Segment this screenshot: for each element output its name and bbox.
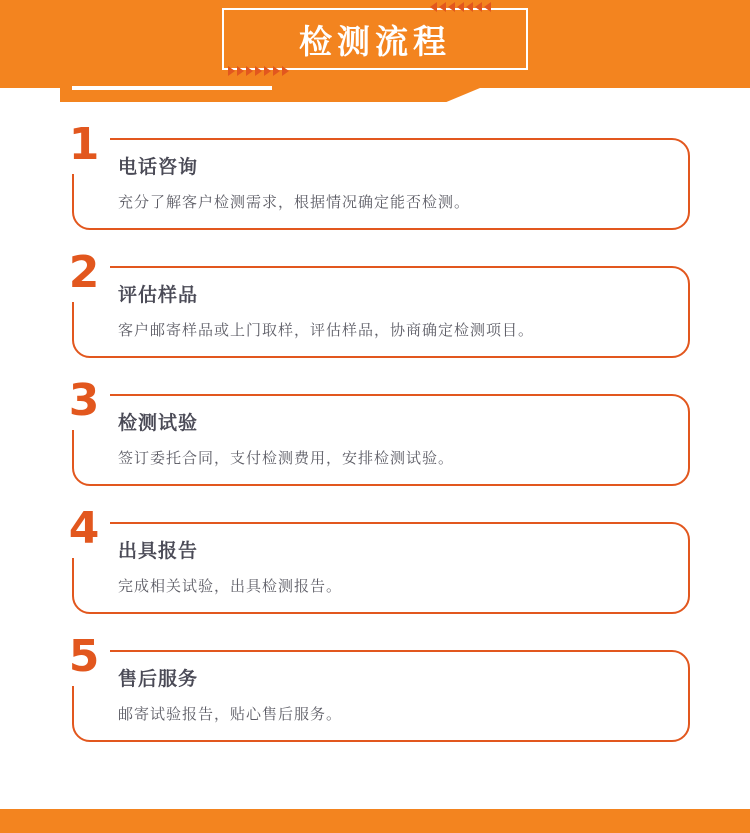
step-description: 签订委托合同，支付检测费用，安排检测试验。 [118, 449, 455, 467]
step-content [118, 408, 678, 468]
triangle-arrow-left-icon [448, 2, 455, 12]
step-description: 完成相关试验，出具检测报告。 [118, 577, 343, 595]
step-content [118, 664, 678, 724]
step-number: 3 [58, 378, 110, 430]
step-description: 邮寄试验报告，贴心售后服务。 [118, 705, 343, 723]
triangle-arrow-left-icon [457, 2, 464, 12]
triangle-arrow-left-icon [430, 2, 437, 12]
triangle-arrow-right-icon [273, 66, 280, 76]
triangle-arrow-left-icon [484, 2, 491, 12]
step-number: 5 [58, 634, 110, 686]
step-description: 客户邮寄样品或上门取样，评估样品，协商确定检测项目。 [118, 321, 535, 339]
step-content [118, 152, 678, 212]
step-item [0, 622, 750, 750]
title-decor-top [430, 2, 491, 12]
header-band-notch [60, 88, 480, 102]
title-decor-bottom [228, 66, 289, 76]
triangle-arrow-left-icon [439, 2, 446, 12]
step-item [0, 110, 750, 238]
triangle-arrow-right-icon [237, 66, 244, 76]
step-number: 4 [58, 506, 110, 558]
step-description: 充分了解客户检测需求，根据情况确定能否检测。 [118, 193, 471, 211]
triangle-arrow-right-icon [228, 66, 235, 76]
step-title: 电话咨询 [118, 152, 204, 179]
step-item [0, 366, 750, 494]
step-title: 评估样品 [118, 280, 204, 307]
page-title: 检测流程 [299, 21, 451, 61]
step-content [118, 536, 678, 596]
step-item [0, 494, 750, 622]
step-content [118, 280, 678, 340]
step-title: 出具报告 [118, 536, 204, 563]
triangle-arrow-left-icon [466, 2, 473, 12]
triangle-arrow-right-icon [255, 66, 262, 76]
step-item [0, 238, 750, 366]
triangle-arrow-right-icon [246, 66, 253, 76]
footer-band [0, 809, 750, 833]
step-number: 2 [58, 250, 110, 302]
triangle-arrow-right-icon [264, 66, 271, 76]
step-number: 1 [58, 122, 110, 174]
step-title: 售后服务 [118, 664, 204, 691]
steps-list [0, 110, 750, 750]
step-title: 检测试验 [118, 408, 204, 435]
triangle-arrow-right-icon [282, 66, 289, 76]
header-underline [72, 86, 272, 90]
triangle-arrow-left-icon [475, 2, 482, 12]
